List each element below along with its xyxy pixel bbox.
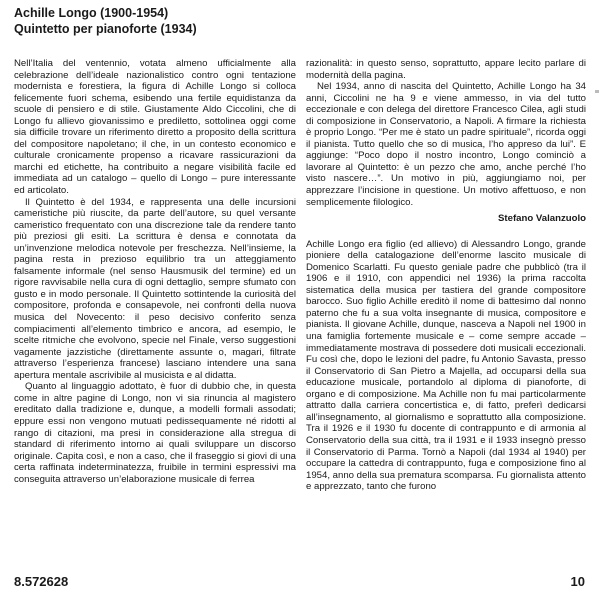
paragraph: razionalità: in questo senso, soprattutto, appare lecito parlare di modernità della pagina. [306, 58, 586, 81]
page-number: 10 [570, 574, 585, 589]
author-signature: Stefano Valanzuolo [498, 213, 586, 225]
right-column [306, 58, 586, 493]
paragraph: Il Quintetto è del 1934, e rappresenta una delle incursioni cameristiche più riuscite, da parte dell’autore, su quel versante cameristico frequentato con una discrezione tale da rendere tanto più preziosi gli esiti. La scrittura è densa e connotata da un’invenzione melodica notevole per freschezza. Nell’insieme, la pagina resta in prezioso equilibrio tra un atteggiamento falsamente informale (nel senso Hausmusik del termine) ed un rigore ravvisabile nella cura di ogni dettaglio, sempre sfumato con gusto e in modo personale. Il Quintetto sottintende la curiosità del compositore, profonda e consapevole, nei confronti della nuova musica del Novecento: il peso decisivo conferito senza compiacimenti all’elemento timbrico e ancora, ad esempio, le scelte ritmiche che evolvono, specie nel Finale, verso suggestioni vagamente jazzistiche (direttamente assunte o, magari, filtrate attraverso l’esperienza francese) lasciano intendere una sana apertura mentale ascrivibile al musicista e al didatta. [14, 196, 296, 381]
article-title: Achille Longo (1900-1954) [14, 6, 169, 20]
paragraph: Nel 1934, anno di nascita del Quintetto, Achille Longo ha 34 anni, Ciccolini ne ha 9 e viene ammesso, in via del tutto eccezionale e con delega del direttore Francesco Cilea, agli studi di composizione in Conservatorio, a Napoli. A firmare la richiesta è proprio Longo. “Per me è stato un padre spirituale”, ricorda oggi il pianista. Tutto quello che so di musica, l’ho appreso da lui”. E aggiunge: “Poco dopo il nostro incontro, Longo cominciò a lavorare al Quintetto: è un pezzo che amo, anche perché l’ho visto nascere…”. Un motivo in più, aggiungiamo noi, per apprezzare l’incisione in questione. Un motivo affettuoso, e non semplicemente filologico. [306, 81, 586, 208]
paragraph: Quanto al linguaggio adottato, è fuor di dubbio che, in questa come in altre pagine di Longo, non vi sia rinuncia al magistero ereditato dalla tradizione e, dunque, a modelli formali assodati; eppure essi non vengono mutuati pedissequamente né ridotti al rango di citazioni, ma presi in considerazione alla stregua di standard di riferimento intorno ai quali sviluppare un discorso originale. Capita così, e non a caso, che il fraseggio si giovi di una certa raffinata indeterminatezza, fruibile in termini espressivi ma conseguita attraverso un’elaborazione musicale di ferrea [14, 381, 296, 485]
edge-mark [595, 90, 599, 93]
left-column [14, 58, 296, 485]
paragraph: Nell’Italia del ventennio, votata almeno ufficialmente alla celebrazione dell’ideale nazionalistico contro ogni tentazione modernista e forestiera, la figura di Achille Longo si colloca felicemente fuori schema, esibendo una fertile equidistanza da scuole di pensiero e di stile. Giustamente Aldo Ciccolini, che di Longo fu allievo giovanissimo e prediletto, sottolinea oggi come sia difficile trovare un riferimento diretto a proposito della scrittura del compositore napoletano; il che, in un contesto economico e culturale cronicamente propenso a ricavare rassicurazioni da marchi ed etichette, ha contribuito a negare visibilità facile ed immediata ad un catalogo – quello di Longo – pure interessante ed articolato. [14, 58, 296, 197]
catalog-number: 8.572628 [14, 574, 69, 589]
paragraph: Achille Longo era figlio (ed allievo) di Alessandro Longo, grande pioniere della catalogazione dell’enorme lascito musicale di Domenico Scarlatti. Fu questo geniale padre che pubblicò (tra il 1906 e il 1910, con appendici nel 1936) la prima raccolta sistematica della musica per tastiera del grande compositore barocco. Suo figlio Achille ereditò il nome di battesimo dal nonno paterno che fu a sua volta insegnante di musica, compositore e pianista. Il giovane Achille, dunque, nasceva a Napoli nel 1900 in una famiglia fortemente musicale e – come sempre accade – immediatamente mostrava di possedere doti musicali eccezionali. Fu così che, dopo le lezioni del padre, fu Antonio Savasta, presso il Conservatorio di San Pietro a Majella, ad occuparsi della sua educazione musicale, portandolo al diploma di pianoforte, di organo e di composizione. Ma Achille non fu mai particolarmente attratto dalla carriera concertistica e, di fatto, preferì dedicarsi all’insegnamento, al giornalismo e soprattutto alla composizione. Tra il 1926 e il 1930 fu docente di contrappunto e di armonia al Conservatorio della sua città, tra il 1931 e il 1933 insegnò presso il Conservatorio di Parma. Tornò a Napoli (dal 1934 al 1940) per occupare la cattedra di contrappunto, fuga e composizione fino al 1954, anno della sua prematura scomparsa. Fu giornalista attento e apprezzato, tanto che furono [306, 238, 586, 493]
article-subtitle: Quintetto per pianoforte (1934) [14, 22, 197, 36]
